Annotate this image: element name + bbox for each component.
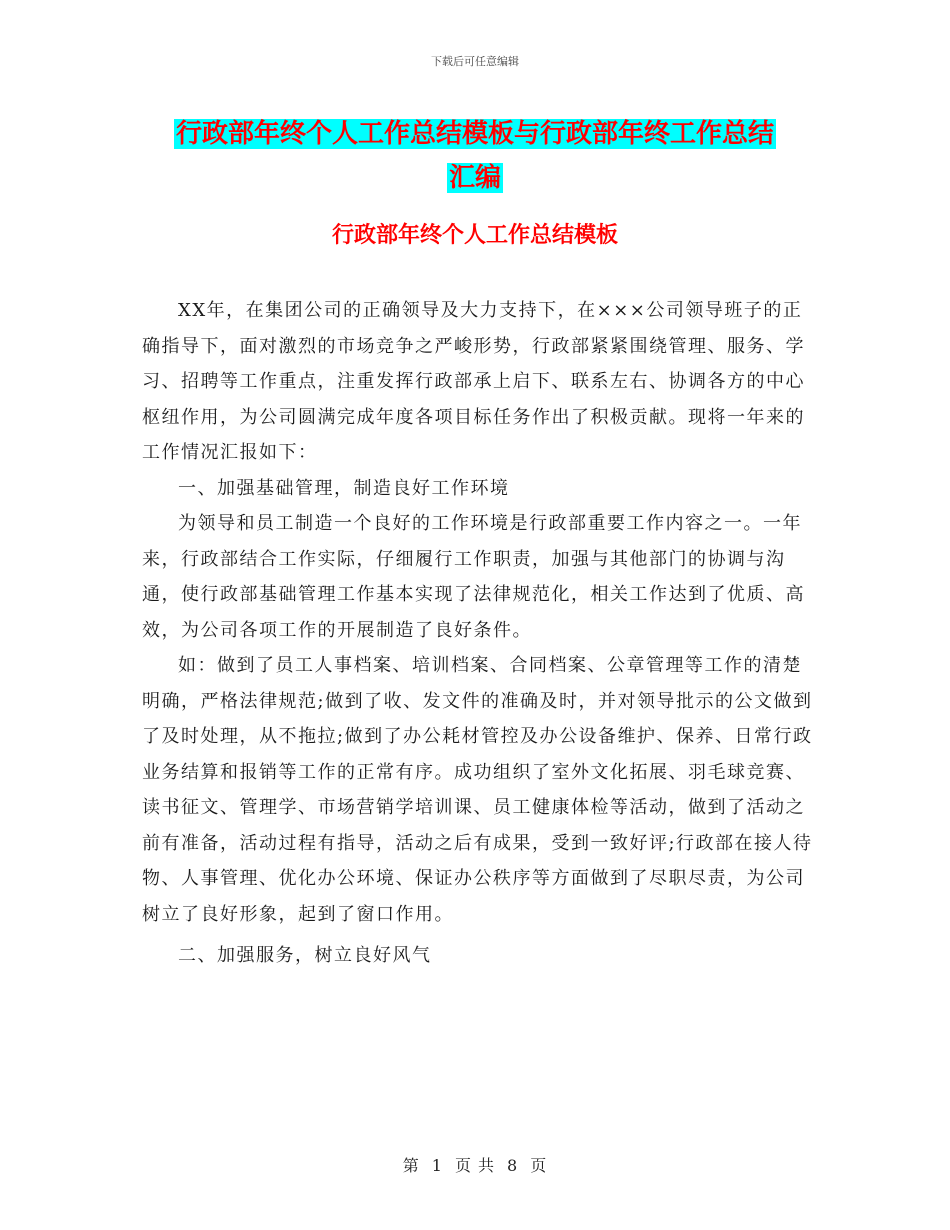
body-text: [142, 293, 814, 974]
section-title: 行政部年终个人工作总结模板: [331, 223, 618, 248]
paragraph-examples: 如：做到了员工人事档案、培训档案、合同档案、公章管理等工作的清楚明确，严格法律规范;做到了收、发文件的准确及时，并对领导批示的公文做到了及时处理，从不拖拉;做到了办公耗材管控及办公设备维护、保养、日常行政业务结算和报销等工作的正常有序。成功组织了室外文化拓展、羽毛球竞赛、读书征文、管理学、市场营销学培训课、员工健康体检等活动，做到了活动之前有准备，活动过程有指导，活动之后有成果，受到一致好评;行政部在接人待物、人事管理、优化办公环境、保证办公秩序等方面做到了尽职尽责，为公司树立了良好形象，起到了窗口作用。: [142, 655, 813, 925]
main-title-line2: 汇编: [448, 163, 501, 193]
page-total: 8: [507, 1156, 519, 1175]
paragraph-section-1: 为领导和员工制造一个良好的工作环境是行政部重要工作内容之一。一年来，行政部结合工作实际，仔细履行工作职责，加强与其他部门的协调与沟通，使行政部基础管理工作基本实现了法律规范化，相关工作达到了优质、高效，为公司各项工作的开展制造了良好条件。: [142, 513, 805, 641]
page-footer: [0, 1153, 950, 1176]
header-note: 下载后可任意编辑: [431, 55, 519, 68]
main-title-line1: 行政部年终个人工作总结模板与行政部年终工作总结: [175, 119, 774, 149]
footer-prefix: 第: [402, 1156, 420, 1175]
heading-section-2: 二、加强服务，树立良好风气: [178, 945, 432, 966]
main-title: [140, 112, 810, 200]
page-current: 1: [431, 1156, 443, 1175]
footer-suffix: 页: [530, 1156, 548, 1175]
footer-mid: 页 共: [454, 1156, 496, 1175]
paragraph-intro: XX年，在集团公司的正确领导及大力支持下，在×××公司领导班子的正确指导下，面对激烈的市场竞争之严峻形势，行政部紧紧围绕管理、服务、学习、招聘等工作重点，注重发挥行政部承上启下、联系左右、协调各方的中心枢纽作用，为公司圆满完成年度各项目标任务作出了积极贡献。现将一年来的工作情况汇报如下：: [142, 300, 805, 463]
heading-section-1: 一、加强基础管理，制造良好工作环境: [178, 477, 510, 499]
